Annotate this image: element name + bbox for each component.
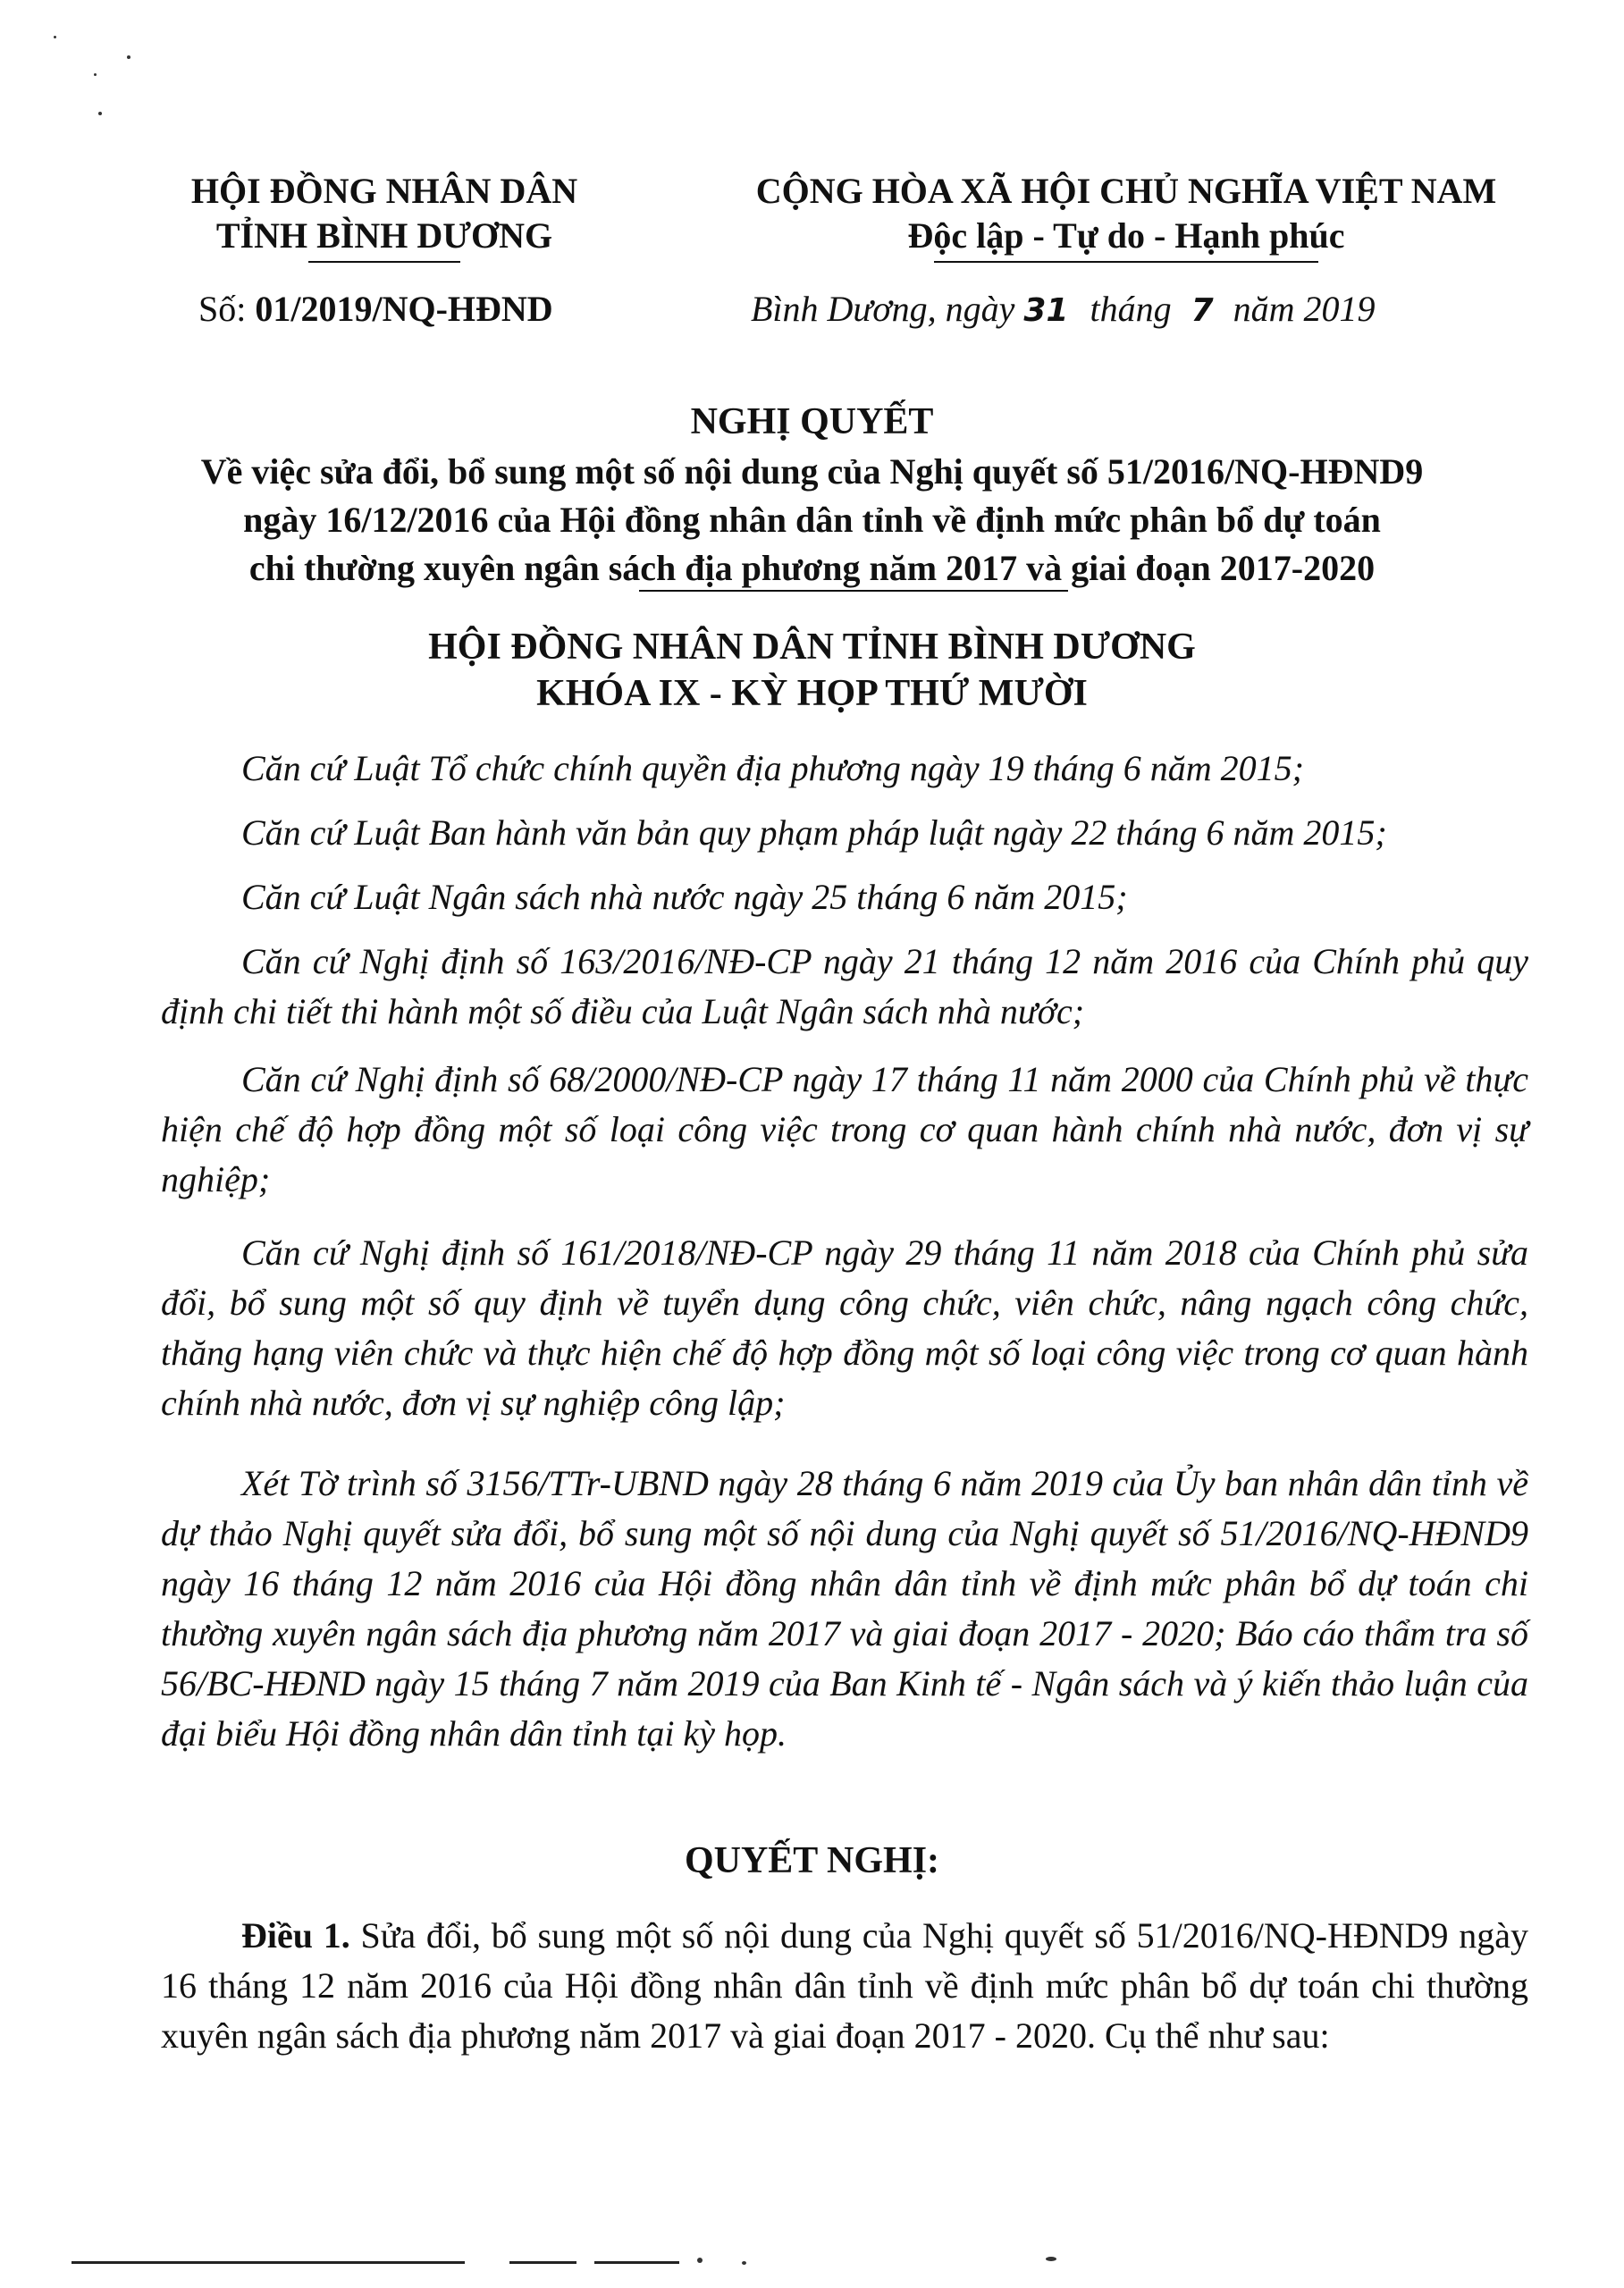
document-number-label: Số:	[198, 289, 256, 329]
legal-basis-5: Căn cứ Nghị định số 68/2000/NĐ-CP ngày 17 tháng 11 năm 2000 của Chính phủ về thực hiện chế độ hợp đồng một số loại công việc trong cơ quan hành chính nhà nước, đơn vị sự nghiệp;	[161, 1059, 1528, 1199]
national-motto: Độc lập - Tự do - Hạnh phúc	[907, 215, 1345, 256]
date-year: năm 2019	[1233, 289, 1376, 329]
legal-basis-4: Căn cứ Nghị định số 163/2016/NĐ-CP ngày 21 tháng 12 năm 2016 của Chính phủ quy định chi tiết thi hành một số điều của Luật Ngân sách nhà nước;	[161, 941, 1528, 1031]
article-1-text: Sửa đổi, bổ sung một số nội dung của Nghị quyết số 51/2016/NQ-HĐND9 ngày 16 tháng 12 năm 2016 của Hội đồng nhân dân tỉnh về định mức phân bổ dự toán chi thường xuyên ngân sách địa phương năm 2017 và giai đoạn 2017 - 2020. Cụ thể như sau:	[161, 1915, 1529, 2056]
title-subject-line1: Về việc sửa đổi, bổ sung một số nội dung của Nghị quyết số 51/2016/NQ-HĐND9	[200, 451, 1424, 492]
scan-speck	[54, 36, 56, 38]
legal-basis-7: Xét Tờ trình số 3156/TTr-UBND ngày 28 tháng 6 năm 2019 của Ủy ban nhân dân tỉnh về dự thảo Nghị quyết sửa đổi, bổ sung một số nội dung của Nghị quyết số 51/2016/NQ-HĐND9 ngày 16 tháng 12 năm 2016 của Hội đồng nhân dân tỉnh về định mức phân bổ dự toán chi thường xuyên ngân sách địa phương năm 2017 và giai đoạn 2017 - 2020; Báo cáo thẩm tra số 56/BC-HĐND ngày 15 tháng 7 năm 2019 của Ban Kinh tế - Ngân sách và ý kiến thảo luận của đại biểu Hội đồng nhân dân tỉnh tại kỳ họp.	[161, 1463, 1528, 1754]
title-subject-line2: ngày 16/12/2016 của Hội đồng nhân dân tỉnh về định mức phân bổ dự toán	[243, 500, 1381, 540]
document-number-value: 01/2019/NQ-HĐND	[255, 289, 553, 329]
issuing-body-line1: HỘI ĐỒNG NHÂN DÂN	[190, 171, 578, 211]
council-session: KHÓA IX - KỲ HỌP THỨ MƯỜI	[536, 673, 1088, 714]
date-month-handwritten: 7	[1191, 292, 1214, 329]
legal-basis-3: Căn cứ Luật Ngân sách nhà nước ngày 25 tháng 6 năm 2015;	[241, 877, 1128, 917]
title-subject-line3: chi thường xuyên ngân sách địa phương năm 2017 và giai đoạn 2017-2020	[248, 548, 1376, 588]
footer-scan-line	[594, 2261, 679, 2264]
document-type-title: NGHỊ QUYẾT	[690, 401, 934, 442]
scan-speck	[127, 55, 130, 59]
header-right-underline	[934, 261, 1318, 263]
footer-scan-line	[72, 2261, 465, 2264]
footer-scan-line	[509, 2261, 576, 2264]
issuing-body-line2: TỈNH BÌNH DƯƠNG	[215, 215, 553, 256]
title-underline	[639, 590, 1068, 592]
article-1	[161, 1911, 1528, 2061]
scan-speck	[98, 112, 102, 115]
document-date	[751, 288, 1376, 332]
national-title: CỘNG HÒA XÃ HỘI CHỦ NGHĨA VIỆT NAM	[755, 171, 1497, 211]
date-prefix: Bình Dương, ngày	[751, 289, 1015, 329]
header-left-underline	[308, 261, 460, 263]
scan-speck	[742, 2261, 746, 2265]
article-1-label: Điều 1.	[241, 1915, 350, 1956]
date-day-handwritten: 31	[1023, 292, 1069, 329]
council-name: HỘI ĐỒNG NHÂN DÂN TỈNH BÌNH DƯƠNG	[428, 627, 1196, 668]
document-number	[198, 288, 553, 331]
scan-speck	[697, 2258, 703, 2263]
legal-basis-1: Căn cứ Luật Tổ chức chính quyền địa phương ngày 19 tháng 6 năm 2015;	[241, 748, 1304, 788]
scan-speck	[94, 73, 97, 76]
legal-basis-2: Căn cứ Luật Ban hành văn bản quy phạm pháp luật ngày 22 tháng 6 năm 2015;	[241, 812, 1387, 853]
scan-speck	[1046, 2257, 1056, 2261]
resolves-heading: QUYẾT NGHỊ:	[684, 1840, 940, 1881]
date-month-label: tháng	[1090, 289, 1172, 329]
legal-basis-6: Căn cứ Nghị định số 161/2018/NĐ-CP ngày 29 tháng 11 năm 2018 của Chính phủ sửa đổi, bổ sung một số quy định về tuyển dụng công chức, viên chức, nâng ngạch công chức, thăng hạng viên chức và thực hiện chế độ hợp đồng một số loại công việc trong cơ quan hành chính nhà nước, đơn vị sự nghiệp công lập;	[161, 1232, 1528, 1423]
